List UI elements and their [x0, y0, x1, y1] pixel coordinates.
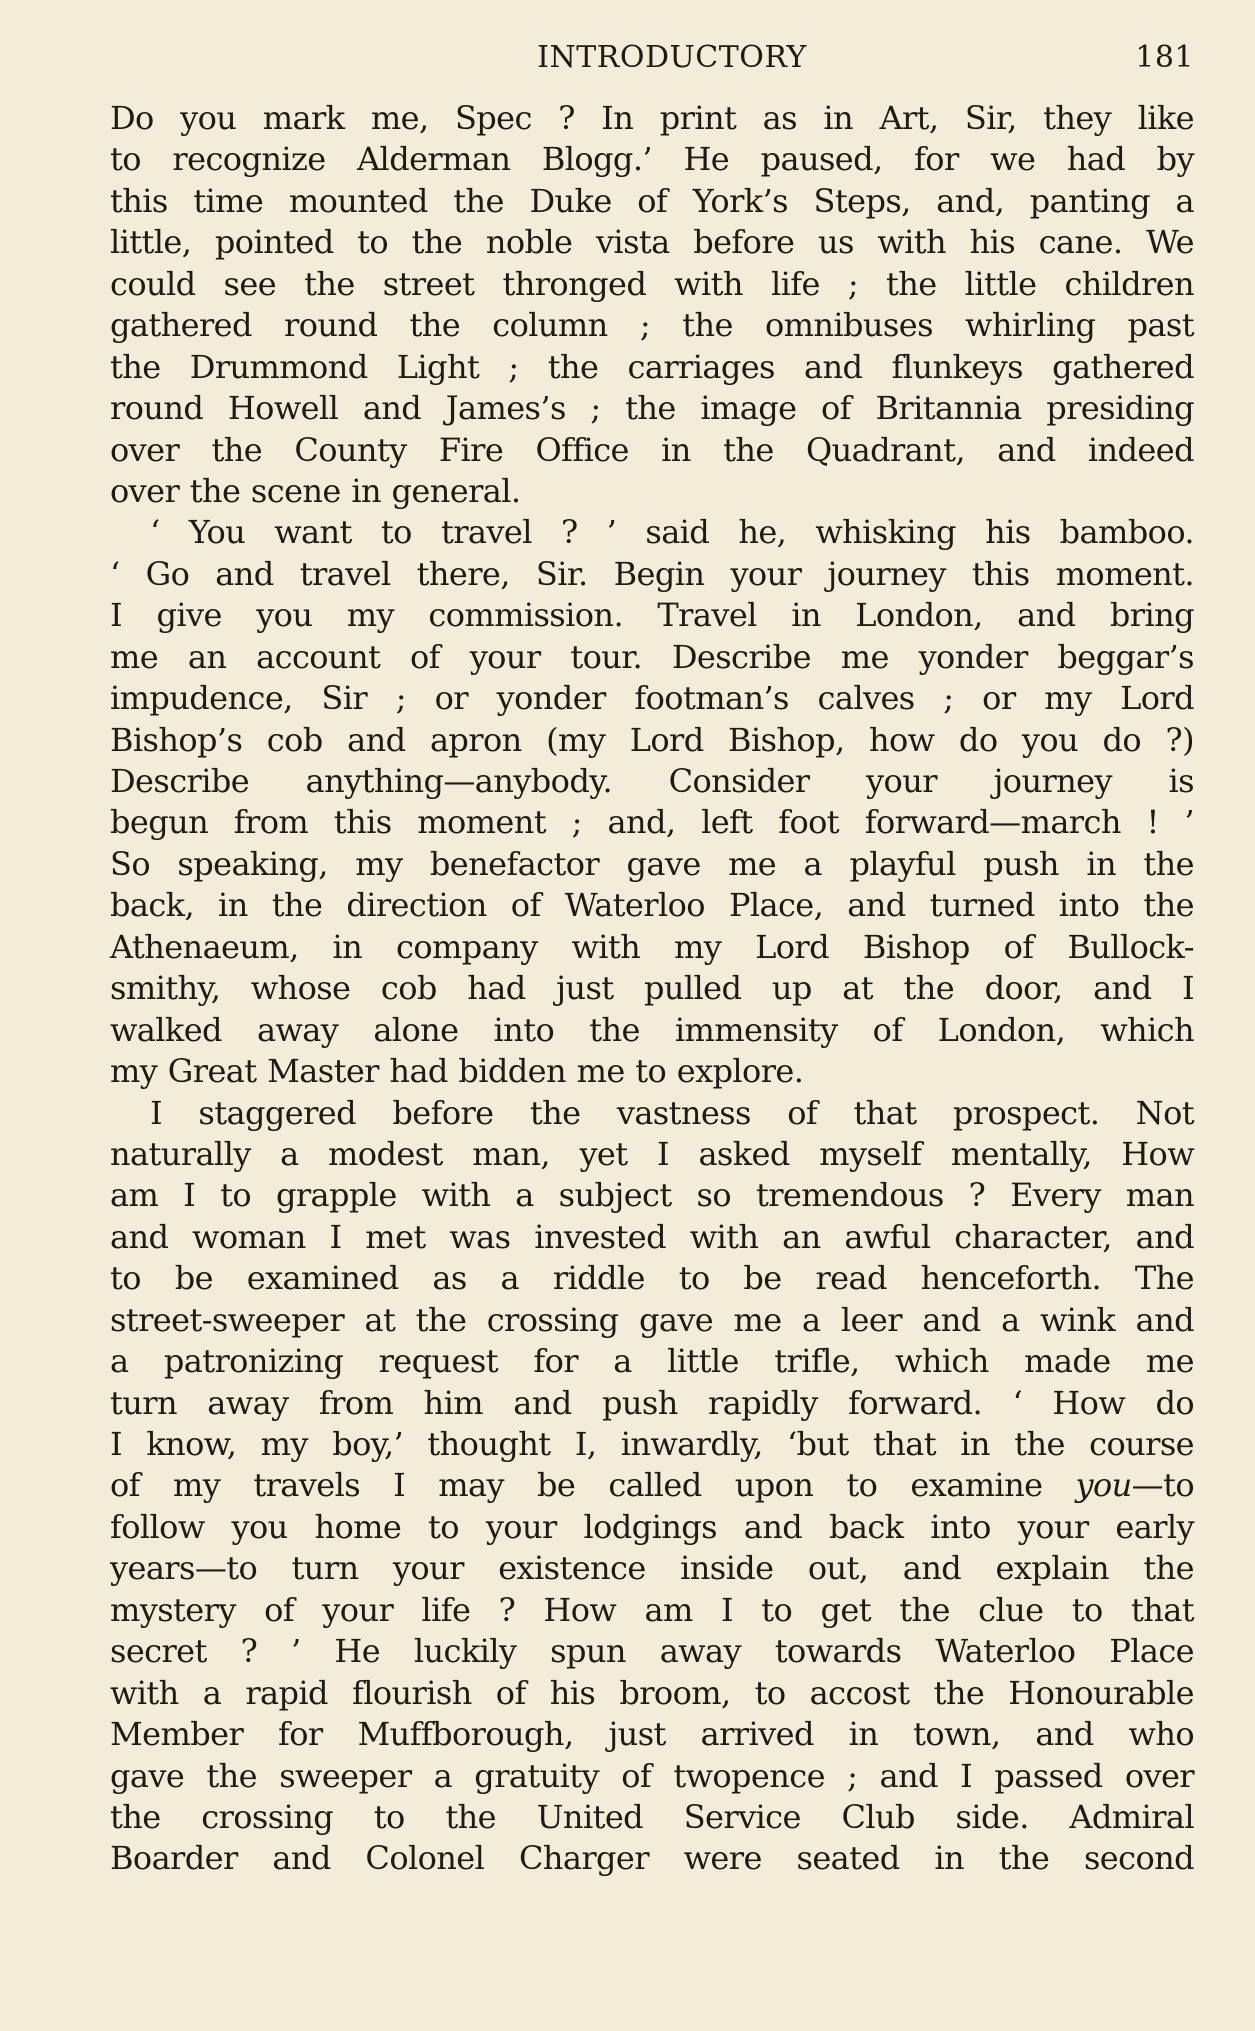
text-line: to recognize Alderman Blogg.’ He paused, for we had by — [110, 140, 1194, 179]
text-line: could see the street thronged with life ; the little children — [110, 264, 1194, 303]
running-head — [110, 40, 1194, 88]
text-line: a patronizing request for a little trifle, which made me — [110, 1342, 1194, 1381]
text-line: Bishop’s cob and apron (my Lord Bishop, how do you do ?) — [110, 720, 1194, 759]
text-line: the Drummond Light ; the carriages and flunkeys gathered — [110, 347, 1194, 386]
body-text — [110, 98, 1194, 1880]
text-line: am I to grapple with a subject so tremendous ? Every man — [110, 1176, 1194, 1215]
text-line: I give you my commission. Travel in London, and bring — [110, 596, 1194, 635]
text-line: Do you mark me, Spec ? In print as in Art, Sir, they like — [110, 99, 1194, 137]
text-line: to be examined as a riddle to be read henceforth. The — [110, 1259, 1194, 1298]
text-line: I staggered before the vastness of that prospect. Not — [150, 1093, 1194, 1132]
text-line: years—to turn your existence inside out, and explain the — [110, 1549, 1194, 1588]
text-line: walked away alone into the immensity of London, which — [110, 1010, 1194, 1049]
text-line: my Great Master had bidden me to explore. — [110, 1052, 804, 1091]
text-line: ‘ Go and travel there, Sir. Begin your journey this moment. — [110, 554, 1194, 593]
text-line: the crossing to the United Service Club side. Admiral — [110, 1797, 1194, 1836]
text-line: begun from this moment ; and, left foot forward—march ! ’ — [110, 803, 1194, 842]
italic-word: you — [1075, 1466, 1132, 1505]
text-line: follow you home to your lodgings and back into your early — [110, 1507, 1194, 1546]
text-run: of my travels I may be called upon to examine — [110, 1466, 1076, 1505]
text-line: round Howell and James’s ; the image of Britannia presiding — [110, 389, 1194, 428]
text-line: gave the sweeper a gratuity of twopence ; and I passed over — [110, 1756, 1194, 1795]
text-line: I know, my boy,’ thought I, inwardly, ‘but that in the course — [110, 1425, 1194, 1463]
text-run: —to — [1131, 1466, 1194, 1505]
text-line: So speaking, my benefactor gave me a playful push in the — [110, 844, 1194, 883]
text-line: back, in the direction of Waterloo Place, and turned into the — [110, 886, 1194, 925]
text-line: Member for Muffborough, just arrived in town, and who — [110, 1715, 1194, 1754]
text-line: little, pointed to the noble vista before us with his cane. We — [110, 223, 1194, 262]
text-line — [110, 1465, 1194, 1506]
text-line: impudence, Sir ; or yonder footman’s calves ; or my Lord — [110, 679, 1194, 718]
text-line: this time mounted the Duke of York’s Steps, and, panting a — [110, 181, 1194, 220]
text-line: ‘ You want to travel ? ’ said he, whisking his bamboo. — [150, 513, 1194, 552]
text-line: turn away from him and push rapidly forward. ‘ How do — [110, 1383, 1194, 1422]
text-line: with a rapid flourish of his broom, to accost the Honourable — [110, 1673, 1194, 1712]
text-line: naturally a modest man, yet I asked myself mentally, How — [110, 1134, 1194, 1173]
text-line: secret ? ’ He luckily spun away towards Waterloo Place — [110, 1632, 1194, 1671]
book-page — [110, 40, 1194, 1880]
text-line: street-sweeper at the crossing gave me a leer and a wink and — [110, 1300, 1194, 1339]
text-line: me an account of your tour. Describe me yonder beggar’s — [110, 637, 1194, 676]
text-line: and woman I met was invested with an awful character, and — [110, 1217, 1194, 1256]
page-number: 181 — [1135, 40, 1194, 75]
text-line: over the scene in general. — [110, 471, 521, 510]
running-title: INTRODUCTORY — [537, 40, 807, 75]
text-line: Boarder and Colonel Charger were seated in the second — [110, 1839, 1194, 1878]
text-line: gathered round the column ; the omnibuses whirling past — [110, 306, 1194, 345]
text-line: over the County Fire Office in the Quadrant, and indeed — [110, 430, 1194, 469]
text-line: smithy, whose cob had just pulled up at the door, and I — [110, 969, 1194, 1008]
text-line: Describe anything—anybody. Consider your journey is — [110, 762, 1194, 800]
text-line: Athenaeum, in company with my Lord Bishop of Bullock- — [110, 927, 1194, 966]
text-line: mystery of your life ? How am I to get the clue to that — [110, 1590, 1194, 1629]
